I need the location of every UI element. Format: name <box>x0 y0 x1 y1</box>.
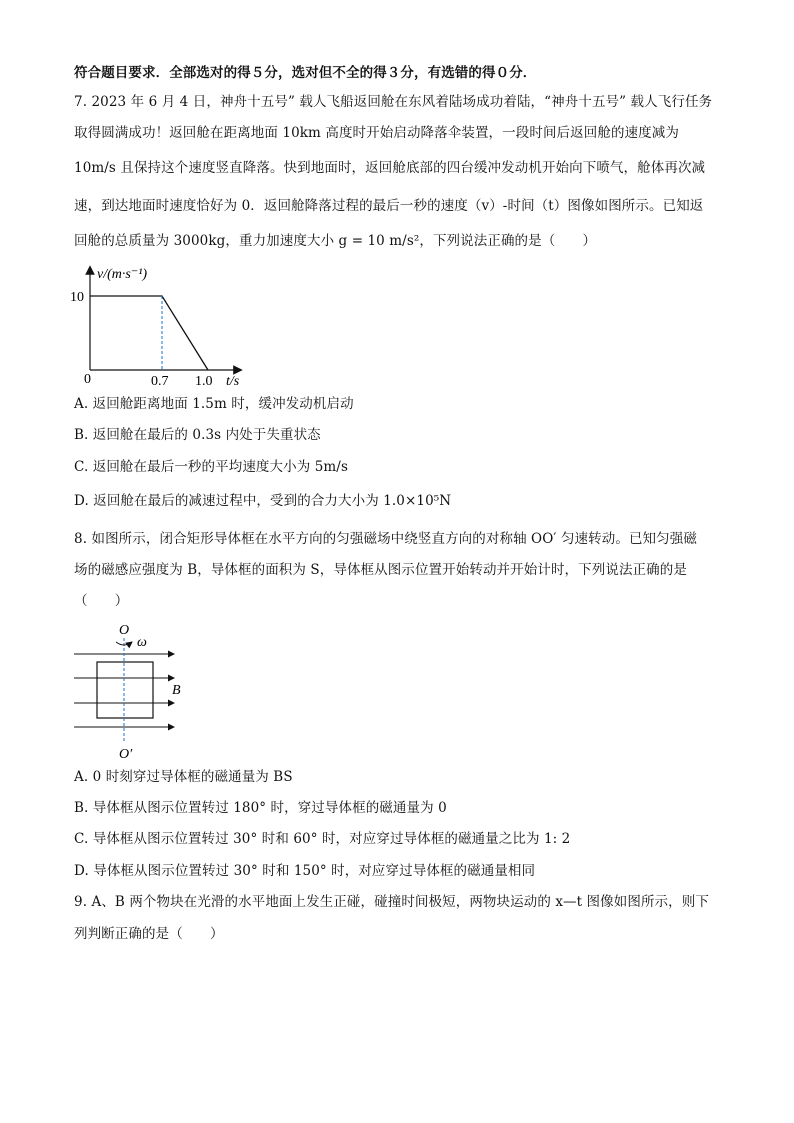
q8-option-d: D. 导体框从图示位置转过 30° 时和 150° 时，对应穿过导体框的磁通量相同 <box>74 863 536 879</box>
label-O-prime: O′ <box>119 747 133 762</box>
q7-line-3: 10m/s 且保持这个速度竖直降落。快到地面时，返回舱底部的四台缓冲发动机开始向下喷气，舱体再次减 <box>74 160 706 176</box>
q7-option-b: B. 返回舱在最后的 0.3s 内处于失重状态 <box>74 427 321 443</box>
graph-x-tick-1-0: 1.0 <box>195 374 213 389</box>
q7-option-a: A. 返回舱距离地面 1.5m 时，缓冲发动机启动 <box>74 396 354 412</box>
label-O: O <box>119 623 130 638</box>
graph-x-tick-0-7: 0.7 <box>151 374 169 389</box>
graph-velocity-curve <box>90 296 208 370</box>
graph-x-label: t/s <box>226 374 240 389</box>
q8-option-b: B. 导体框从图示位置转过 180° 时，穿过导体框的磁通量为 0 <box>74 800 447 816</box>
graph-y-tick-10: 10 <box>70 290 84 305</box>
q7-velocity-time-graph <box>60 262 260 392</box>
label-B: B <box>172 683 181 698</box>
q7-line-2: 取得圆满成功！返回舱在距离地面 10km 高度时开始启动降落伞装置，一段时间后返回舱的速度减为 <box>74 125 679 141</box>
q8-line-3: （ ） <box>74 593 129 609</box>
q7-option-d: D. 返回舱在最后的减速过程中，受到的合力大小为 1.0×10⁵N <box>74 493 452 509</box>
q9-line-2: 列判断正确的是（ ） <box>74 926 224 942</box>
q8-line-1: 8. 如图所示，闭合矩形导体框在水平方向的匀强磁场中绕竖直方向的对称轴 OO′ 匀速转动。已知匀强磁 <box>74 531 697 547</box>
conducting-frame <box>97 662 153 718</box>
graph-y-label: v/(m·s⁻¹) <box>97 267 148 282</box>
q8-line-2: 场的磁感应强度为 B，导体框的面积为 S，导体框从图示位置开始转动并开始计时，下列说法正确的是 <box>74 562 687 578</box>
q7-line-1: 7. 2023 年 6 月 4 日，神舟十五号” 载人飞船返回舱在东风着陆场成功着陆，“神舟十五号” 载人飞行任务 <box>74 94 713 110</box>
q9-line-1: 9. A、B 两个物块在光滑的水平地面上发生正碰，碰撞时间极短，两物块运动的 x—t 图像如图所示，则下 <box>74 894 709 910</box>
section-instruction: 符合题目要求．全部选对的得５分，选对但不全的得３分，有选错的得０分． <box>74 65 537 81</box>
q7-line-4: 速，到达地面时速度恰好为 0．返回舱降落过程的最后一秒的速度（v）-时间（t）图像如图所示。已知返 <box>74 198 704 214</box>
label-omega: ω <box>137 635 147 650</box>
graph-origin: 0 <box>84 372 91 387</box>
q8-rotating-frame-figure <box>66 618 196 763</box>
q7-line-5: 回舱的总质量为 3000kg，重力加速度大小 g = 10 m/s²，下列说法正确的是（ ） <box>74 233 597 249</box>
q7-option-c: C. 返回舱在最后一秒的平均速度大小为 5m/s <box>74 459 348 475</box>
q8-option-c: C. 导体框从图示位置转过 30° 时和 60° 时，对应穿过导体框的磁通量之比为 1: 2 <box>74 831 571 847</box>
q8-option-a: A. 0 时刻穿过导体框的磁通量为 BS <box>74 769 293 785</box>
